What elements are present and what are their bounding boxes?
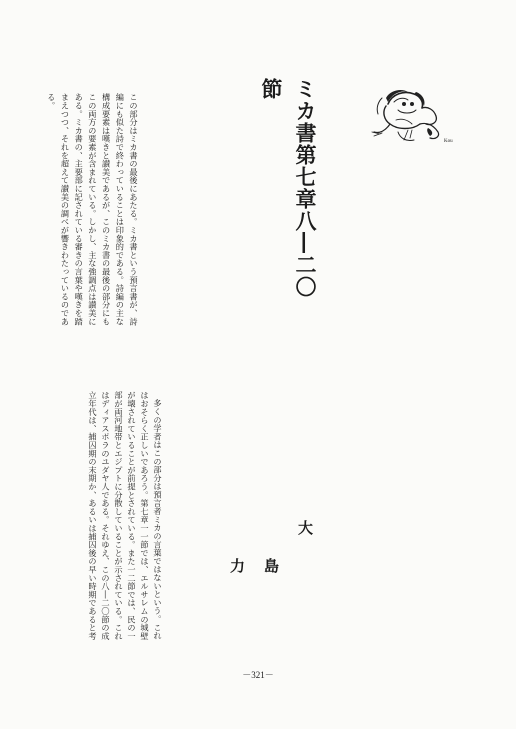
illustration-signature: Kou <box>444 139 453 144</box>
author-char: 力 <box>228 558 246 573</box>
body-text: 多くの学者はこの部分は預言者ミカの言葉ではないという。これはおそらく正しいであろう。第七章一一節では、エルサレムの城壁が壊されていることが前提とされている。また一二節では、民の一部が両河地帯とエジプトに分散していることが示されている。これはディアスポラのユダヤ人である。それゆえ、この八―二〇節の成立年代は、捕囚期の末期か、あるいは捕囚後の早い時期であると考 <box>88 391 163 640</box>
page-number: －321－ <box>242 670 274 680</box>
article-title: ミカ書第七章八―二〇節 <box>259 78 318 298</box>
author-char: 島 <box>262 558 280 573</box>
ink-illustration <box>368 84 460 146</box>
abstract-paragraph <box>46 93 140 328</box>
abstract-text: この部分はミカ書の最後にあたる。ミカ書という預言書が、詩編にも似た詩で終わっていることは印象的である。詩編の主な構成要素は嘆きと讃美であるが、このミカ書の最後の部分にもこの両方の要素が含まれている。しかし、主な強調点は讃美にある。ミカ書の、主要部に記されている審きの言葉や嘆きを踏まえつつ、それを超えて讃美の調べが響きわたっているのである。 <box>46 93 139 326</box>
author-char: 大 <box>296 520 314 535</box>
sketch-figure-icon <box>368 84 460 146</box>
body-paragraph <box>60 391 164 640</box>
author-name <box>228 520 322 655</box>
